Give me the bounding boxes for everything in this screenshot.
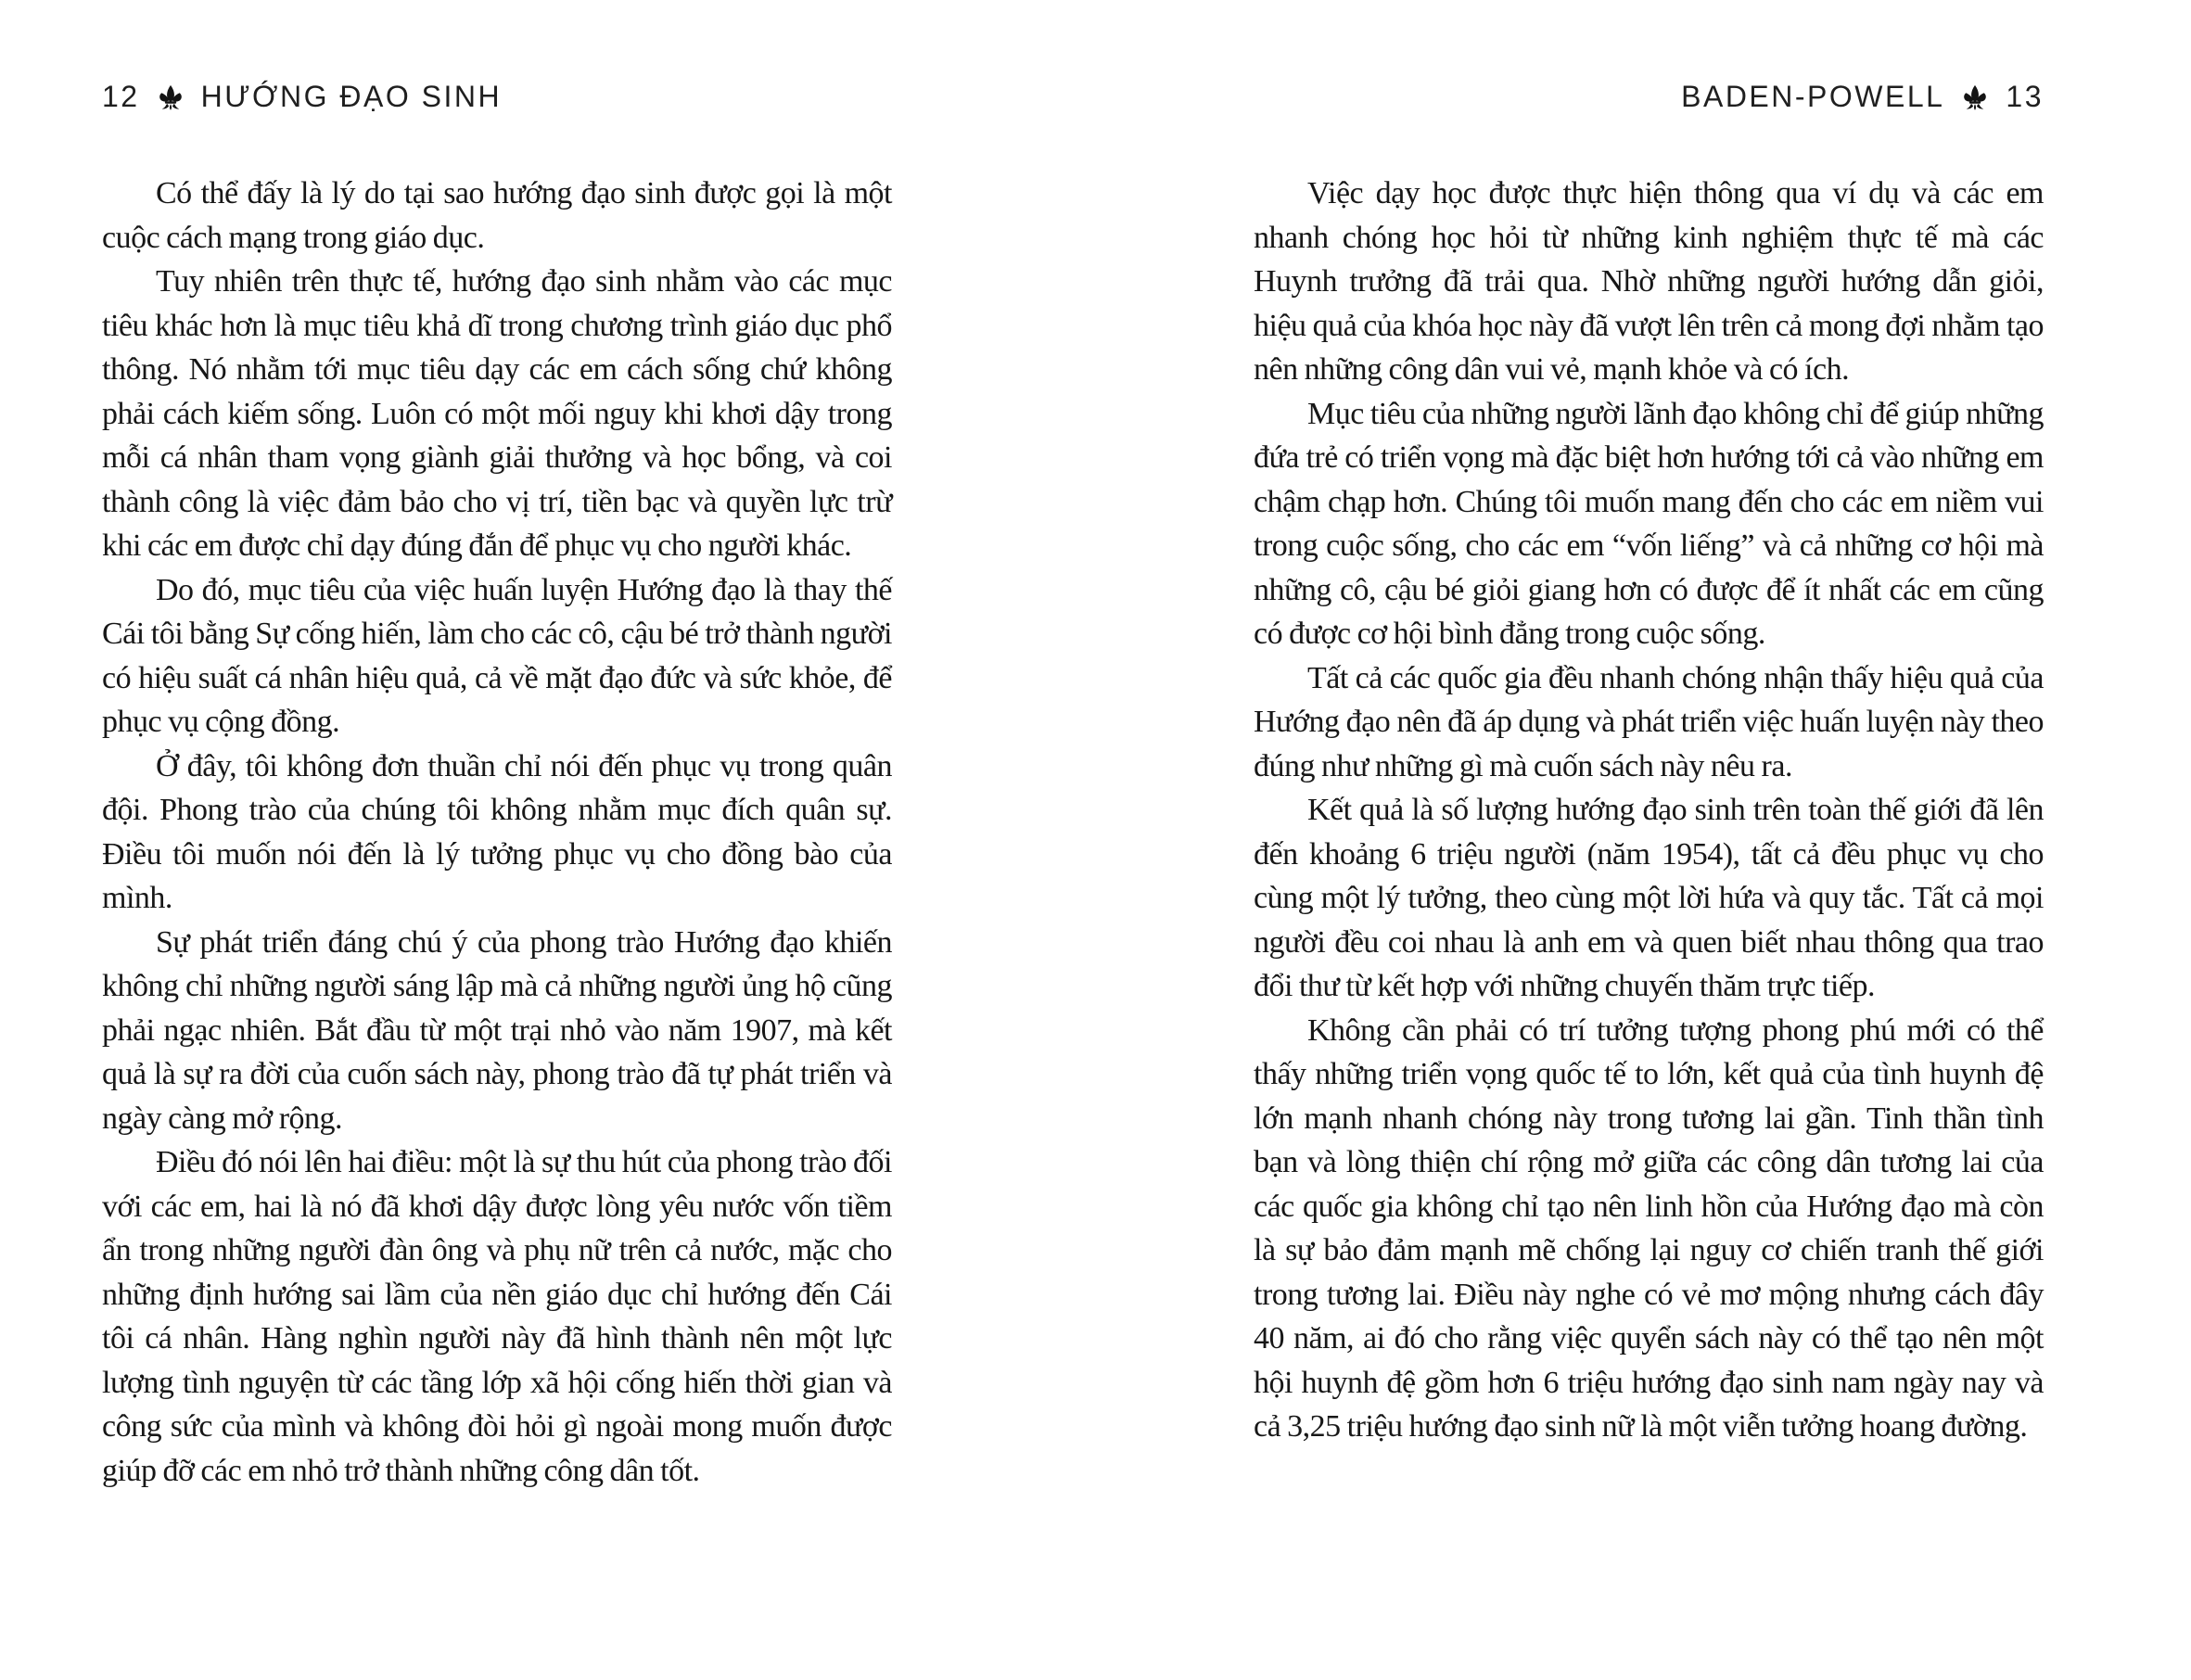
- paragraph: Sự phát triển đáng chú ý của phong trào Hướng đạo khiến không chỉ những người sáng lập mà cả những người ủng hộ cũng phải ngạc nhiên. Bắt đầu từ một trại nhỏ vào năm 1907, mà kết quả là sự ra đời của cuốn sách này, phong trào đã tự phát triển và ngày càng mở rộng.: [102, 924, 892, 1136]
- fleur-de-lis-icon: [1961, 82, 1989, 113]
- paragraph: Do đó, mục tiêu của việc huấn luyện Hướng đạo là thay thế Cái tôi bằng Sự cống hiến, làm cho các cô, cậu bé trở thành người có hiệu suất cá nhân hiệu quả, cả về mặt đạo đức và sức khỏe, để phục vụ cộng đồng.: [102, 572, 892, 739]
- running-header-right: [1254, 80, 2044, 114]
- page-number-right: 13: [2006, 80, 2044, 113]
- fleur-de-lis-icon: [157, 82, 185, 113]
- paragraph: Điều đó nói lên hai điều: một là sự thu hút của phong trào đối với các em, hai là nó đã khơi dậy được lòng yêu nước vốn tiềm ẩn trong những người đàn ông và phụ nữ trên cả nước, mặc cho những định hướng sai lầm của nền giáo dục chỉ hướng đến Cái tôi cá nhân. Hàng nghìn người này đã hình thành nên một lực lượng tình nguyện từ các tầng lớp xã hội cống hiến thời gian và công sức của mình và không đòi hỏi gì ngoài mong muốn được giúp đỡ các em nhỏ trở thành những công dân tốt.: [102, 1145, 892, 1488]
- running-title-left: HƯỚNG ĐẠO SINH: [200, 80, 503, 113]
- paragraph: Việc dạy học được thực hiện thông qua ví dụ và các em nhanh chóng học hỏi từ những kinh nghiệm thực tế mà các Huynh trưởng đã trải qua. Nhờ những người hướng dẫn giỏi, hiệu quả của khóa học này đã vượt lên trên cả mong đợi nhằm tạo nên những công dân vui vẻ, mạnh khỏe và có ích.: [1254, 176, 2044, 387]
- paragraph: Ở đây, tôi không đơn thuần chỉ nói đến phục vụ trong quân đội. Phong trào của chúng tôi không nhằm mục đích quân sự. Điều tôi muốn nói đến là lý tưởng phục vụ cho đồng bào của mình.: [102, 748, 892, 915]
- paragraph: Mục tiêu của những người lãnh đạo không chỉ để giúp những đứa trẻ có triển vọng mà đặc biệt hơn hướng tới cả vào những em chậm chạp hơn. Chúng tôi muốn mang đến cho các em niềm vui trong cuộc sống, cho các em “vốn liếng” và cả những cơ hội mà những cô, cậu bé giỏi giang hơn có được để ít nhất các em cũng có được cơ hội bình đẳng trong cuộc sống.: [1254, 396, 2044, 651]
- paragraph: Tuy nhiên trên thực tế, hướng đạo sinh nhằm vào các mục tiêu khác hơn là mục tiêu khả dĩ trong chương trình giáo dục phổ thông. Nó nhằm tới mục tiêu dạy các em cách sống chứ không phải cách kiếm sống. Luôn có một mối nguy khi khơi dậy trong mỗi cá nhân tham vọng giành giải thưởng và học bổng, và coi thành công là việc đảm bảo cho vị trí, tiền bạc và quyền lực trừ khi các em được chỉ dạy đúng đắn để phục vụ cho người khác.: [102, 264, 892, 563]
- running-title-right: BADEN-POWELL: [1681, 80, 1945, 113]
- page-number-left: 12: [102, 80, 140, 113]
- page-left-body: [102, 172, 892, 1493]
- paragraph: Không cần phải có trí tưởng tượng phong phú mới có thể thấy những triển vọng quốc tế to lớn, kết quả của tình huynh đệ lớn mạnh nhanh chóng này trong tương lai gần. Tinh thần tình bạn và lòng thiện chí rộng mở giữa các công dân tương lai của các quốc gia không chỉ tạo nên linh hồn của Hướng đạo mà còn là sự bảo đảm mạnh mẽ chống lại nguy cơ chiến tranh thế giới trong tương lai. Điều này nghe có vẻ mơ mộng nhưng cách đây 40 năm, ai đó cho rằng việc quyển sách này có thể tạo nên một hội huynh đệ gồm hơn 6 triệu hướng đạo sinh nam ngày nay và cả 3,25 triệu hướng đạo sinh nữ là một viễn tưởng hoang đường.: [1254, 1012, 2044, 1444]
- paragraph: Kết quả là số lượng hướng đạo sinh trên toàn thế giới đã lên đến khoảng 6 triệu người (năm 1954), tất cả đều phục vụ cho cùng một lý tưởng, theo cùng một lời hứa và quy tắc. Tất cả mọi người đều coi nhau là anh em và quen biết nhau thông qua trao đổi thư từ kết hợp với những chuyến thăm trực tiếp.: [1254, 793, 2044, 1003]
- page-right-body: [1254, 172, 2044, 1449]
- paragraph: Tất cả các quốc gia đều nhanh chóng nhận thấy hiệu quả của Hướng đạo nên đã áp dụng và phát triển việc huấn luyện này theo đúng như những gì mà cuốn sách này nêu ra.: [1254, 660, 2044, 783]
- paragraph: Có thể đấy là lý do tại sao hướng đạo sinh được gọi là một cuộc cách mạng trong giáo dục.: [102, 176, 892, 255]
- running-header-left: [102, 80, 892, 114]
